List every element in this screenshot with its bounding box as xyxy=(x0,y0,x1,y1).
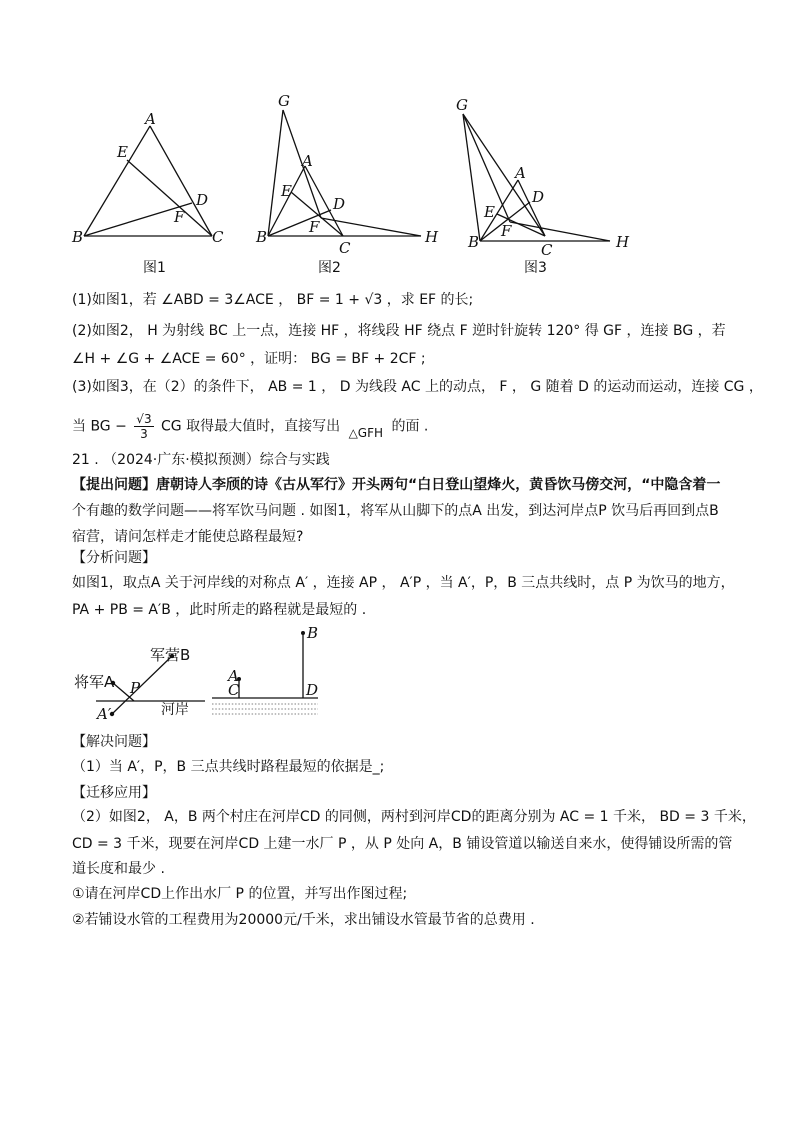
transfer-q2-line3: 道长度和最少 . xyxy=(72,861,165,877)
fig2-label-H: H xyxy=(425,228,439,246)
q20-part2-line2: ∠H + ∠G + ∠ACE = 60° ，证明： BG = BF + 2CF ; xyxy=(72,351,426,367)
fig3-label-G: G xyxy=(456,96,468,114)
fig2-label-A: A xyxy=(302,152,313,170)
transfer-q2-line1: （2）如图2， A，B 两个村庄在河岸CD 的同侧，两村到河岸CD的距离分别为 AC = 1 千米， BD = 3 千米， xyxy=(72,809,756,825)
q21-header: 21 . （2024·广东·模拟预测）综合与实践 xyxy=(72,452,330,468)
fig3-caption: 图3 xyxy=(524,260,547,276)
q20-part2-line1: (2)如图2， H 为射线 BC 上一点，连接 HF ，将线段 HF 绕点 F 逆时针旋转 120° 得 GF ，连接 BG ，若 xyxy=(72,323,726,339)
fig3-label-F: F xyxy=(501,222,512,240)
fig1-label-D: D xyxy=(196,191,209,209)
mid-fig2-river-hatching xyxy=(212,704,318,714)
fig3-label-H: H xyxy=(616,233,630,251)
river-label: 河岸 xyxy=(161,702,189,718)
q21-statement-line3: 宿营，请问怎样走才能使总路程最短? xyxy=(72,529,304,545)
q20-part3-end: 的面 . xyxy=(391,418,429,435)
fig2-label-G: G xyxy=(278,92,290,110)
mid-fig1-label-P: P xyxy=(130,679,141,697)
q20-part3-pre: 当 BG − xyxy=(72,418,127,435)
fig3-label-E: E xyxy=(484,203,495,221)
general-label: 将军A xyxy=(74,673,115,691)
q21-statement-line1: 【提出问题】唐朝诗人李颀的诗《古从军行》开头两句“白日登山望烽火，黄昏饮马傍交河，“中隐含着一 xyxy=(72,477,721,493)
q20-part1: (1)如图1，若 ∠ABD = 3∠ACE ， BF = 1 + √3 ，求 EF 的长; xyxy=(72,292,474,308)
camp-label: 军营B xyxy=(150,646,191,664)
fig2-label-F: F xyxy=(309,218,320,236)
transfer-title: 【迁移应用】 xyxy=(72,785,156,801)
transfer-q2-line2: CD = 3 千米，现要在河岸CD 上建一水厂 P ，从 P 处向 A，B 铺设管道以输送自来水，使得铺设所需的管 xyxy=(72,836,733,852)
triangle-gfh: △GFH xyxy=(348,425,384,440)
mid-fig2-label-A: A xyxy=(228,667,239,685)
fig2-label-B: B xyxy=(256,228,268,246)
solve-title: 【解决问题】 xyxy=(72,734,156,750)
analysis-title: 【分析问题】 xyxy=(72,550,156,566)
fig3-label-D: D xyxy=(532,188,545,206)
mid-fig2-label-C: C xyxy=(228,681,240,699)
fig1-label-E: E xyxy=(117,143,128,161)
analysis-line1: 如图1，取点A 关于河岸线的对称点 A′ ，连接 AP ， A′P ，当 A′，P，B 三点共线时，点 P 为饮马的地方， xyxy=(72,575,735,591)
fig2-caption: 图2 xyxy=(318,260,341,276)
q20-part3-post: CG 取得最大值时，直接写出 xyxy=(161,418,341,435)
mid-fig2-label-B: B xyxy=(307,624,319,642)
fig1-label-B: B xyxy=(72,228,84,246)
fig1-label-C: C xyxy=(212,228,224,246)
fig3-label-A: A xyxy=(515,164,526,182)
fig3-label-B: B xyxy=(468,233,480,251)
q21-statement-line2: 个有趣的数学问题——将军饮马问题 . 如图1，将军从山脚下的点A 出发，到达河岸点P 饮马后再回到点B xyxy=(72,503,719,519)
fraction-numerator: √3 xyxy=(136,412,152,426)
mid-fig1-label-Aprime: A′ xyxy=(97,705,112,723)
fig2-label-E: E xyxy=(281,182,292,200)
analysis-line2: PA + PB = A′B ，此时所走的路程就是最短的 . xyxy=(72,602,367,618)
solve-q1: （1）当 A′，P，B 三点共线时路程最短的依据是_; xyxy=(72,759,385,775)
fig1-caption: 图1 xyxy=(143,260,166,276)
fig1-label-F: F xyxy=(174,208,185,226)
q20-part3-line1: (3)如图3，在（2）的条件下， AB = 1 ， D 为线段 AC 上的动点， F ， G 随着 D 的运动而运动，连接 CG ， xyxy=(72,379,763,395)
fig3-label-C: C xyxy=(541,241,553,259)
mid-fig2-label-D: D xyxy=(306,681,319,699)
task-1: ①请在河岸CD上作出水厂 P 的位置，并写出作图过程; xyxy=(72,886,408,902)
fig2-label-D: D xyxy=(333,195,346,213)
mid-fig2-point-B xyxy=(301,631,305,635)
task-2: ②若铺设水管的工程费用为20000元/千米，求出铺设水管最节省的总费用 . xyxy=(72,912,535,928)
fraction-denominator: 3 xyxy=(140,427,148,441)
fig2-label-C: C xyxy=(339,239,351,257)
fig1-label-A: A xyxy=(145,110,156,128)
